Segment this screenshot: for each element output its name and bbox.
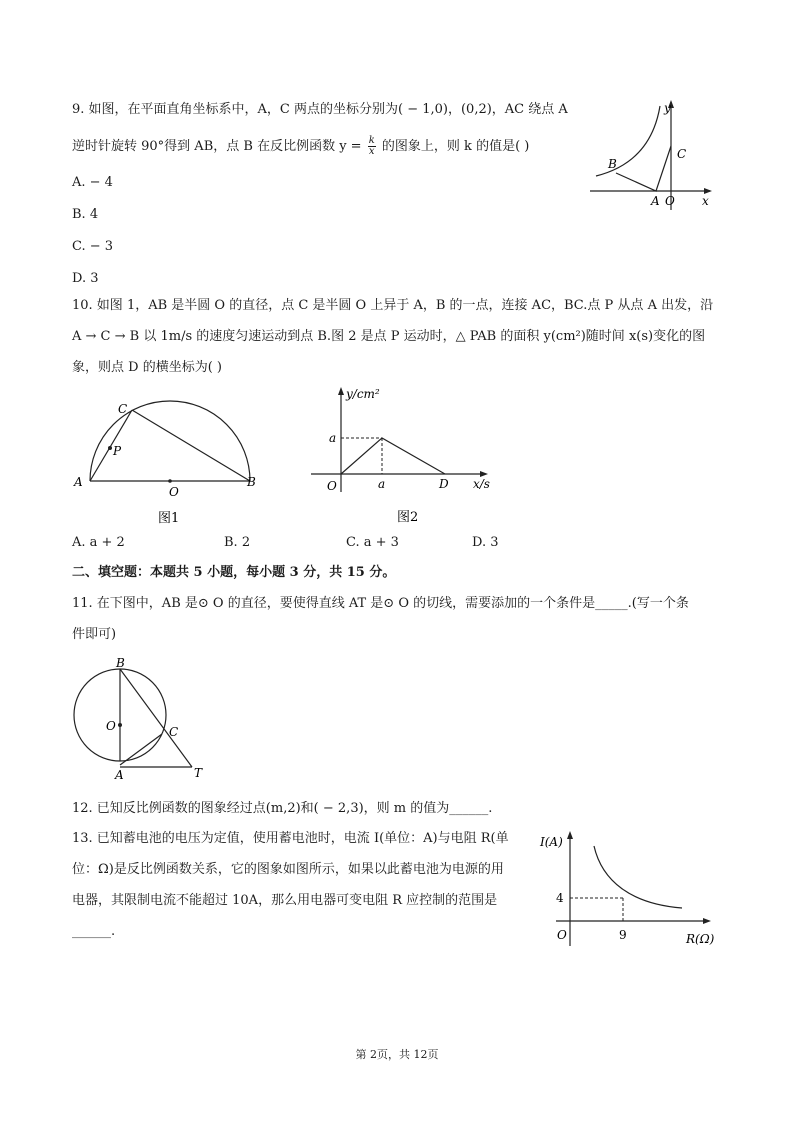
q10-point-p [108, 446, 112, 450]
q9-option-b: B. 4 [72, 207, 99, 222]
q11-line-bt [120, 669, 192, 767]
q11-label-o: O [106, 719, 116, 733]
q10-fig2-ylabel: y/cm² [346, 387, 380, 401]
q9-option-d: D. 3 [72, 271, 99, 286]
q13-x-tick: 9 [619, 928, 627, 942]
q10-figure-2 [305, 384, 505, 530]
section-heading: 二、填空题：本题共 5 小题，每小题 3 分，共 15 分。 [72, 565, 396, 580]
q9-segments [616, 146, 671, 191]
q9-label-a: A [651, 194, 660, 208]
q9-fraction-numerator: k [368, 135, 375, 146]
q10-fig2-xlabel: x/s [473, 477, 490, 491]
q11-label-c: C [169, 725, 179, 739]
q9-fraction [368, 136, 376, 157]
q10-option-d: D. 3 [472, 535, 499, 550]
q9-option-c: C. − 3 [72, 239, 114, 254]
q10-fig2-label-d: D [439, 477, 449, 491]
q9-line2 [72, 136, 529, 157]
q10-chord-cb [132, 410, 250, 481]
q10-option-c: C. a + 3 [346, 535, 399, 550]
q10-line3: 象，则点 D 的横坐标为( ) [72, 360, 222, 375]
page-footer: 第 2页，共 12页 [355, 1048, 439, 1061]
q9-option-a: A. − 4 [72, 175, 113, 190]
q10-fig1-label-o: O [169, 485, 179, 499]
q9-label-y: y [664, 101, 671, 115]
q11-point-o [118, 723, 122, 727]
q9-line2-a: 逆时针旋转 90°得到 AB，点 B 在反比例函数 y = [72, 139, 362, 154]
q13-line4: ______. [72, 924, 116, 939]
q13-figure [536, 826, 726, 956]
q13-line1: 13. 已知蓄电池的电压为定值，使用蓄电池时，电流 I(单位：A)与电阻 R(单 [72, 831, 509, 846]
q10-point-o [168, 479, 172, 483]
q10-chord-ac [90, 410, 132, 481]
q11-label-b: B [116, 656, 125, 670]
q13-line3: 电器，其限制电流不能超过 10A，那么用电器可变电阻 R 应控制的范围是 [72, 893, 498, 908]
q10-fig2-graph [341, 438, 445, 474]
q9-line1: 9. 如图，在平面直角坐标系中，A，C 两点的坐标分别为( − 1,0)，(0,2)，AC 绕点 A [72, 102, 568, 117]
q9-fraction-denominator: x [368, 146, 375, 157]
q13-label-o: O [557, 928, 567, 942]
q13-x-arrow [703, 918, 711, 924]
q10-line2: A → C → B 以 1m/s 的速度匀速运动到点 B.图 2 是点 P 运动时，△ PAB 的面积 y(cm²)随时间 x(s)变化的图 [72, 329, 706, 344]
q10-fig2-label-a-y: a [329, 431, 337, 445]
q10-fig2-caption: 图2 [397, 510, 419, 525]
q13-ylabel: I(A) [540, 835, 563, 849]
q11-label-t: T [194, 766, 203, 780]
q10-fig1-label-b: B [247, 475, 256, 489]
q9-label-o: O [665, 194, 675, 208]
q10-fig1-caption: 图1 [158, 511, 180, 526]
q9-line2-b: 的图象上，则 k 的值是( ) [381, 139, 530, 154]
q11-line2: 件即可) [72, 627, 117, 642]
q10-fig2-label-a-x: a [378, 477, 386, 491]
q10-fig1-label-a: A [74, 475, 83, 489]
q13-line2: 位：Ω)是反比例函数关系，它的图象如图所示，如果以此蓄电池为电源的用 [72, 862, 504, 877]
q10-fig2-y-arrow [338, 387, 344, 395]
q10-fig1-label-p: P [113, 444, 122, 458]
q11-chord-ac [120, 734, 162, 765]
q10-fig2-label-o: O [327, 479, 337, 493]
q12-line1: 12. 已知反比例函数的图象经过点(m,2)和( − 2,3)，则 m 的值为______. [72, 801, 493, 816]
q13-xlabel: R(Ω) [686, 932, 715, 946]
q10-line1: 10. 如图 1，AB 是半圆 O 的直径，点 C 是半圆 O 上异于 A，B 的一点，连接 AC，BC.点 P 从点 A 出发，沿 [72, 298, 714, 313]
q10-option-b: B. 2 [224, 535, 251, 550]
q9-label-x: x [702, 194, 709, 208]
q13-y-tick: 4 [556, 891, 564, 905]
q10-fig1-label-c: C [118, 402, 128, 416]
q9-figure [588, 98, 718, 216]
q11-line1: 11. 在下图中，AB 是⊙ O 的直径，要使得直线 AT 是⊙ O 的切线，需要添加的一个条件是_____.(写一个条 [72, 596, 689, 611]
q10-option-a: A. a + 2 [72, 535, 125, 550]
q13-hyperbola [594, 846, 682, 908]
q13-y-arrow [567, 831, 573, 839]
q11-label-a: A [115, 768, 124, 782]
q10-figure-1 [70, 398, 270, 530]
q9-label-c: C [677, 147, 687, 161]
q9-label-b: B [608, 157, 617, 171]
q9-hyperbola [596, 106, 660, 176]
q11-figure [70, 655, 220, 785]
